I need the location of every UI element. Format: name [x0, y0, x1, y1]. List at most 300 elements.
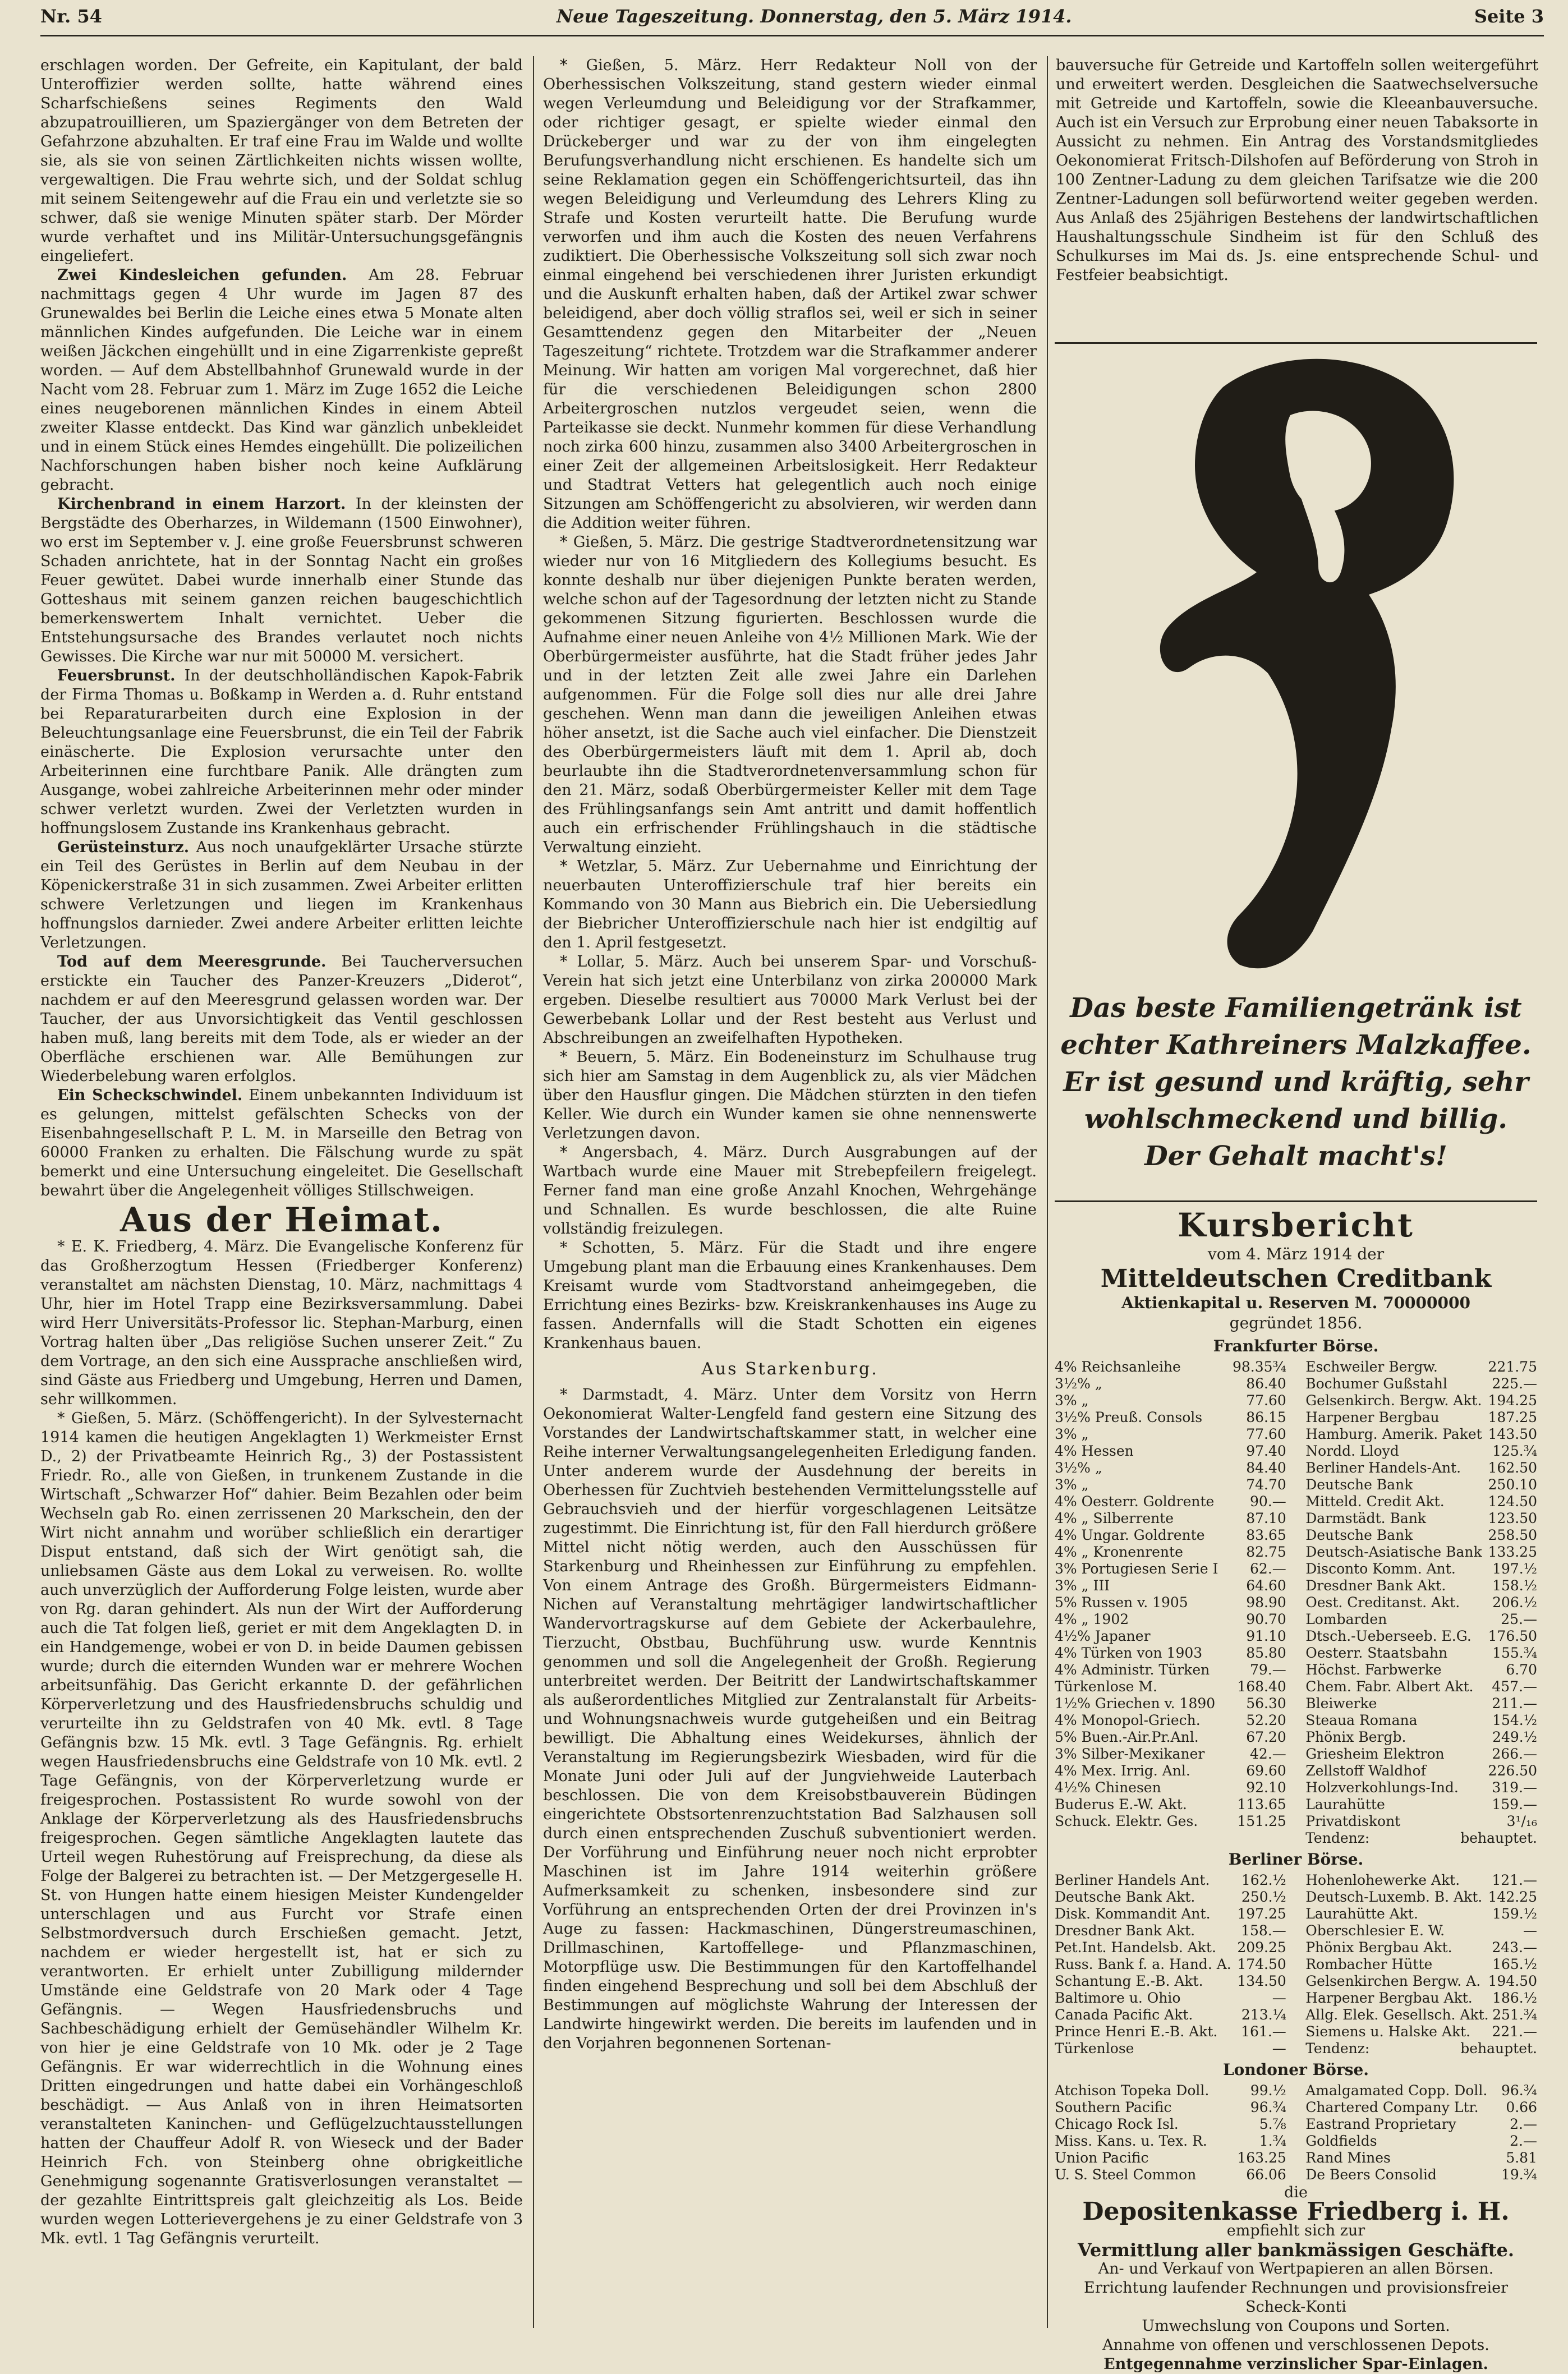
- stock-price: 176.50: [1488, 1628, 1537, 1644]
- stock-row: [1305, 2007, 1537, 2023]
- stock-row: [1305, 1729, 1537, 1746]
- stock-row: [1055, 2133, 1286, 2150]
- stock-name: Dresdner Bank Akt.: [1305, 1577, 1446, 1594]
- stock-price: 74.70: [1246, 1476, 1286, 1493]
- stock-row: [1305, 1922, 1537, 1939]
- stock-price: 186.½: [1492, 1990, 1537, 2006]
- stock-row: [1305, 1426, 1537, 1443]
- stock-price: 62.—: [1250, 1561, 1286, 1577]
- stock-row: [1305, 1493, 1537, 1510]
- berlin-right-list: [1305, 1872, 1537, 2057]
- stock-price: 87.10: [1246, 1510, 1286, 1526]
- stock-name: 4% „ 1902: [1055, 1611, 1129, 1627]
- stock-row: [1305, 1712, 1537, 1729]
- stock-price: 1.¾: [1259, 2133, 1286, 2149]
- stock-row: [1305, 1561, 1537, 1577]
- stock-row: [1055, 1628, 1286, 1645]
- article-paragraph: [40, 953, 523, 1086]
- stock-row: [1055, 1409, 1286, 1426]
- stock-price: 194.50: [1488, 1973, 1537, 1989]
- london-left-list: [1055, 2082, 1286, 2183]
- stock-name: Amalgamated Copp. Doll.: [1305, 2082, 1488, 2099]
- stock-price: 457.—: [1492, 1678, 1537, 1695]
- stock-row: [1055, 1645, 1286, 1662]
- stock-row: [1305, 1409, 1537, 1426]
- article-paragraph: * Darmstadt, 4. März. Unter dem Vorsitz von Herrn Oekonomierat Walter-Lengfeld fand gestern eine Sitzung des Vorstandes der Landwirtschaftskammer statt, in welcher eine Reihe interner Verwaltungsangelegenheiten Erledigung fanden. Unter anderem wurde der Ausdehnung der bereits in Oberhessen für Zuchtvieh bestehenden Vermittelungsstelle auf Gebrauchsvieh und der hierfür vorgeschlagenen Leitsätze zugestimmt. Die Einrichtung ist, für den Fall hierdurch größere Mittel nicht nötig werden, auch den Ausschüssen für Starkenburg und Rheinhessen zur Einführung zu empfehlen. Von einem Antrage des Großh. Bürgermeisters Eidmann-Nichen auf Veranstaltung mehrtägiger landwirtschaftlicher Wandervortragskurse auf dem Gebiete der Ackerbaulehre, Tierzucht, Obstbau, Buchführung usw. wurde Kenntnis genommen und soll die Angelegenheit der Großh. Regierung unterbreitet werden. Der Beitritt der Landwirtschaftskammer als außerordentliches Mitglied zur Zentralanstalt für Arbeits- und Wohnungsnachweis wurde gutgeheißen und ein Beitrag bewilligt. Die Abhaltung eines Weidekurses, ähnlich der Veranstaltung im Regierungsbezirk Wiesbaden, wird für die Monate Juni oder Juli auf der Jungviehweide Lauterbach beschlossen. Die von dem Kreisobstbauverein Büdingen eingerichtete Obstsortenrenzuchtstation Bad Salzhausen soll durch einen entsprechenden Zuschuß subventioniert werden. Der Vorführung und Einführung neuer noch nicht erprobter Maschinen ist im Jahre 1914 weiterhin größere Aufmerksamkeit zu schenken, insbesondere sind zur Vorführung an entsprechenden Orten der drei Provinzen in's Auge zu fassen: Hackmaschinen, Düngerstreumaschinen, Drillmaschinen, Kartoffellege- und Pflanzmaschinen, Motorpflüge usw. Die Bestimmungen für den Kartoffelhandel finden eingehend Besprechung und soll bei dem Abschluß der Bestimmungen auf möglichste Wahrung der Interessen der Landwirte hingewirkt werden. Die bereits im laufenden und in den Vorjahren begonnenen Sortenan-: [543, 1386, 1037, 2052]
- stock-price: 99.½: [1250, 2082, 1286, 2099]
- stock-price: 159.—: [1492, 1796, 1537, 1812]
- stock-row: [1305, 1611, 1537, 1628]
- stock-row: [1305, 1476, 1537, 1493]
- stock-price: 5.81: [1506, 2150, 1537, 2166]
- stock-price: 90.70: [1246, 1611, 1286, 1627]
- stock-row: [1055, 1939, 1286, 1956]
- stock-row: [1305, 1763, 1537, 1779]
- article-paragraph: [40, 1086, 523, 1200]
- stock-price: 221.—: [1492, 2023, 1537, 2040]
- stock-price: 3¹/₁₆: [1506, 1813, 1537, 1829]
- article-heading: Kirchenbrand in einem Harzort.: [57, 495, 346, 513]
- header-rule: [40, 35, 1544, 36]
- stock-row: [1305, 1375, 1537, 1392]
- stock-row: [1055, 1990, 1286, 2007]
- stock-price: 52.20: [1246, 1712, 1286, 1728]
- stock-name: Allg. Elek. Gesellsch. Akt.: [1305, 2007, 1489, 2023]
- stock-name: Goldfields: [1305, 2133, 1377, 2149]
- stock-row: [1055, 2082, 1286, 2099]
- stock-row: [1055, 1956, 1286, 1973]
- stock-price: —: [1523, 1922, 1537, 1939]
- masthead-title: Neue Tageszeitung. Donnerstag, den 5. März 1914.: [557, 6, 1072, 27]
- stock-row: [1305, 2023, 1537, 2040]
- depot-recommend: empfiehlt sich zur: [1226, 2222, 1365, 2239]
- stock-price: 258.50: [1488, 1527, 1537, 1543]
- stock-row: [1055, 1375, 1286, 1392]
- stock-row: [1055, 2150, 1286, 2166]
- stock-row: [1055, 1922, 1286, 1939]
- stock-row: [1305, 2099, 1537, 2116]
- stock-name: Türkenlose: [1055, 2040, 1134, 2056]
- stock-price: 2.—: [1510, 2133, 1537, 2149]
- article-paragraph: erschlagen worden. Der Gefreite, ein Kapitulant, der bald Unteroffizier werden sollte, hatte während eines Scharfschießens seines Regiments den Wald abzupatrouillieren, um Spaziergänger von dem Betreten der Gefahrzone abzuhalten. Er traf eine Frau im Walde und wollte sie, als sie von seinen Zärtlichkeiten nichts wissen wollte, vergewaltigen. Die Frau wehrte sich, und der Soldat schlug mit seinem Seitengewehr auf die Frau ein und verletzte sie so schwer, daß sie wenige Minuten später starb. Der Mörder wurde verhaftet und ins Militär-Untersuchungsgefängnis eingeliefert.: [40, 57, 523, 265]
- stock-report: [1055, 1206, 1537, 2374]
- stock-row: [1055, 1426, 1286, 1443]
- article-paragraph: [40, 666, 523, 838]
- bank-name: Mitteldeutschen Creditbank: [1100, 1264, 1492, 1293]
- stock-price: 162.½: [1241, 1872, 1286, 1888]
- depositenkasse-ad: [1055, 2183, 1537, 2374]
- stock-name: 4½% Chinesen: [1055, 1779, 1161, 1796]
- stock-price: 19.¾: [1501, 2166, 1537, 2183]
- stock-row: [1305, 2082, 1537, 2099]
- stock-name: Berliner Handels-Ant.: [1305, 1460, 1461, 1476]
- stock-row: [1055, 1594, 1286, 1611]
- stock-name: 4% „ Silberrente: [1055, 1510, 1174, 1526]
- stock-row: [1305, 1830, 1537, 1847]
- article-paragraph: [40, 266, 523, 495]
- stock-name: 3% „: [1055, 1426, 1089, 1442]
- stock-price: 266.—: [1492, 1746, 1537, 1762]
- stock-row: [1305, 2150, 1537, 2166]
- stock-name: Pet.Int. Handelsb. Akt.: [1055, 1939, 1216, 1956]
- stock-price: 154.½: [1492, 1712, 1537, 1728]
- stock-price: 98.35¾: [1232, 1359, 1286, 1375]
- stock-name: Phönix Bergb.: [1305, 1729, 1406, 1745]
- stock-price: 159.½: [1492, 1906, 1537, 1922]
- stock-price: behauptet.: [1460, 1830, 1537, 1846]
- stock-name: Eastrand Proprietary: [1305, 2116, 1456, 2132]
- article-paragraph: * Gießen, 5. März. Die gestrige Stadtverordnetensitzung war wieder nur von 16 Mitgliedern des Kollegiums besucht. Es konnte deshalb nur über diejenigen Punkte beraten werden, welche schon auf der Tagesordnung der letzten nicht zu Stande gekommenen Sitzung figurierten. Beschlossen wurde die Aufnahme einer neuen Anleihe von 4½ Millionen Mark. Wie der Oberbürgermeister ausführte, hat die Stadt früher jedes Jahr und in der letzten Zeit alle zwei Jahre ein Darlehen aufgenommen. Für die Folge soll dies nur alle drei Jahre geschehen. Wenn man dann die jeweiligen Anleihen etwas höher ansetzt, ist die Sache auch viel einfacher. Die Dienstzeit des Oberbürgermeisters läuft mit dem 1. April ab, doch beurlaubte ihn die Stadtverordnetenversammlung schon für den 21. März, sodaß Oberbürgermeister Keller mit dem Tage des Frühlingsanfangs sein Amt antritt und damit hoffentlich auch ein erfrischender Frühlingshauch in die städtische Verwaltung einzieht.: [543, 533, 1037, 856]
- stock-row: [1055, 1813, 1286, 1830]
- london-heading: Londoner Börse.: [1222, 2060, 1369, 2079]
- berlin-left-list: [1055, 1872, 1286, 2057]
- bank-founded: gegründet 1856.: [1229, 1314, 1363, 1332]
- column-divider: [1047, 56, 1048, 2328]
- stock-name: 5% Russen v. 1905: [1055, 1594, 1188, 1611]
- stock-row: [1305, 1645, 1537, 1662]
- stock-price: 165.½: [1492, 1956, 1537, 1972]
- column-3: [1056, 56, 1538, 285]
- stock-name: Höchst. Farbwerke: [1305, 1662, 1442, 1678]
- stock-price: 69.60: [1246, 1763, 1286, 1779]
- stock-row: [1055, 1359, 1286, 1375]
- london-right-list: [1305, 2082, 1537, 2183]
- stock-price: 226.50: [1488, 1763, 1537, 1779]
- stock-name: 3% „: [1055, 1476, 1089, 1493]
- stock-price: 194.25: [1488, 1392, 1537, 1409]
- stock-name: Dresdner Bank Akt.: [1055, 1922, 1195, 1939]
- stock-row: [1055, 1906, 1286, 1922]
- stock-price: 250.10: [1488, 1476, 1537, 1493]
- stock-row: [1055, 1577, 1286, 1594]
- stock-row: [1055, 1712, 1286, 1729]
- stock-row: [1305, 1392, 1537, 1409]
- stock-row: [1305, 1662, 1537, 1678]
- stock-row: [1055, 1763, 1286, 1779]
- stock-name: Eschweiler Bergw.: [1305, 1359, 1438, 1375]
- stock-price: 121.—: [1492, 1872, 1537, 1888]
- stock-price: 133.25: [1488, 1544, 1537, 1560]
- stock-name: De Beers Consolid: [1305, 2166, 1437, 2183]
- stock-row: [1055, 1746, 1286, 1763]
- stock-name: 4% Monopol-Griech.: [1055, 1712, 1201, 1728]
- article-text: Bei Taucherversuchen erstickte ein Taucher des Panzer-Kreuzers „Diderot“, nachdem er auf den Meeresgrund gelassen worden war. Der Taucher, der aus Unvorsichtigkeit das Ventil geschlossen haben muß, lang bereits mit dem Tode, als er wieder an der Oberfläche erschienen war. Alle Bemühungen zur Wiederbelebung waren erfolglos.: [40, 953, 523, 1085]
- stock-price: 249.½: [1492, 1729, 1537, 1745]
- article-paragraph: [40, 495, 523, 666]
- stock-row: [1055, 1662, 1286, 1678]
- stock-price: 151.25: [1237, 1813, 1286, 1829]
- stock-name: Nordd. Lloyd: [1305, 1443, 1399, 1459]
- stock-price: behauptet.: [1460, 2040, 1537, 2056]
- stock-row: [1055, 1889, 1286, 1906]
- stock-row: [1055, 1392, 1286, 1409]
- stock-name: Schuck. Elektr. Ges.: [1055, 1813, 1198, 1829]
- stock-price: 158.½: [1492, 1577, 1537, 1594]
- stock-name: Tendenz:: [1305, 2040, 1370, 2056]
- article-paragraph: * Wetzlar, 5. März. Zur Uebernahme und Einrichtung der neuerbauten Unteroffizierschule traf hier bereits ein Kommando von 30 Mann aus Biebrich ein. Die Uebersiedlung der Biebricher Unteroffizierschule nach hier ist endgiltig auf den 1. April festgesetzt.: [543, 858, 1037, 951]
- stock-price: 77.60: [1246, 1426, 1286, 1442]
- stock-price: 77.60: [1246, 1392, 1286, 1409]
- stock-name: Holzverkohlungs-Ind.: [1305, 1779, 1459, 1796]
- stock-name: Bleiwerke: [1305, 1695, 1377, 1712]
- article-paragraph: * Lollar, 5. März. Auch bei unserem Spar- und Vorschuß-Verein hat sich jetzt eine Unterbilanz von zirka 200000 Mark ergeben. Dieselbe resultiert aus 70000 Mark Verlust bei der Gewerbebank Lollar und der Rest besteht aus Verlust und Abschreibungen an zweifelhaften Hypotheken.: [543, 953, 1037, 1047]
- stock-row: [1305, 1779, 1537, 1796]
- stock-row: [1305, 1813, 1537, 1830]
- nun-figure-illustration: [1055, 337, 1537, 987]
- article-heading: Feuersbrunst.: [57, 667, 176, 684]
- stock-row: [1055, 1729, 1286, 1746]
- subsection-heading-starkenburg: Aus Starkenburg.: [701, 1359, 879, 1379]
- stock-name: Hamburg. Amerik. Paket: [1305, 1426, 1482, 1442]
- depot-pre: die: [1284, 2184, 1308, 2201]
- frankfurt-left-list: [1055, 1359, 1286, 1847]
- article-paragraph: * Beuern, 5. März. Ein Bodeneinsturz im Schulhause trug sich hier am Samstag in dem Augenblick zu, als vier Mädchen über den Hausflur gingen. Die Mädchen stürzten in den tiefen Keller. Wie durch ein Wunder kamen sie ohne nennenswerte Verletzungen davon.: [543, 1048, 1037, 1142]
- stock-row: [1305, 1594, 1537, 1611]
- stock-name: Darmstädt. Bank: [1305, 1510, 1427, 1526]
- stock-price: —: [1272, 1990, 1286, 2006]
- stock-price: 143.50: [1488, 1426, 1537, 1442]
- column-divider: [533, 56, 534, 2328]
- article-paragraph: bauversuche für Getreide und Kartoffeln sollen weitergeführt und erweitert werden. Desgleichen die Saatwechselversuche mit Getreide und Kartoffeln, sowie die Kleeanbauversuche. Auch ist ein Versuch zur Erprobung einer neuen Tabaksorte in Aussicht zu nehmen. Ein Antrag des Vorstandsmitgliedes Oekonomierat Fritsch-Dilshofen auf Beförderung von Stroh in 100 Zentner-Ladung zu dem gleichen Tarifsatze wie die 200 Zentner-Ladungen soll befürwortend weiter gegeben werden. Aus Anlaß des 25jährigen Bestehens der landwirtschaftlichen Haushaltungsschule Sindheim ist für den Schluß des Schulkurses im Mai ds. Js. eine entsprechende Schul- und Festfeier beabsichtigt.: [1056, 57, 1538, 284]
- article-text: In der deutschholländischen Kapok-Fabrik der Firma Thomas u. Boßkamp in Werden a. d. Ruhr entstand bei Reparaturarbeiten durch eine Explosion in der Beleuchtungsanlage eine Feuersbrunst, die ein Teil der Fabrik einäscherte. Die Explosion verursachte unter den Arbeiterinnen eine furchtbare Panik. Alle drängten zum Ausgange, wobei zahlreiche Arbeiterinnen mehr oder minder schwer verletzt wurden. Zwei der Verletzten wurden in hoffnungslosem Zustande ins Krankenhaus gebracht.: [40, 667, 523, 837]
- stock-row: [1305, 1510, 1537, 1527]
- stock-price: 124.50: [1488, 1493, 1537, 1510]
- article-paragraph: * E. K. Friedberg, 4. März. Die Evangelische Konferenz für das Großherzogtum Hessen (Friedberger Konferenz) veranstaltet am nächsten Dienstag, 10. März, nachmittags 4 Uhr, hier im Hotel Trapp eine Bezirksversammlung. Dabei wird Herr Universitäts-Professor lic. Stephan-Marburg, einen Vortrag halten über „Das religiöse Suchen unserer Zeit.“ Zu dem Vortrage, an den sich eine Aussprache anschließen wird, sind Gäste aus Friedberg und Umgebung, Herren und Damen, sehr willkommen.: [40, 1238, 523, 1408]
- stock-row: [1055, 2040, 1286, 2057]
- article-paragraph: * Gießen, 5. März. Herr Redakteur Noll von der Oberhessischen Volkszeitung, stand gestern wieder einmal wegen Verleumdung und Beleidigung vor der Strafkammer, oder richtiger gesagt, er spielte wieder einmal den Drückeberger und war zu der von ihm eingelegten Berufungsverhandlung nicht erschienen. Es handelte sich um seine Reklamation gegen ein Schöffengerichtsurteil, das ihn wegen Beleidigung und Verleumdung des Lehrers Kling zu Strafe und Kosten verurteilt hatte. Die Berufung wurde verworfen und ihm auch die Kosten des neuen Verfahrens zudiktiert. Die Oberhessische Volkszeitung soll sich zwar noch einmal eingehend bei verschiedenen ihrer Juristen erkundigt und die Auskunft erhalten haben, daß der Artikel zwar schwer beleidigend, aber doch völlig straflos sei, weil er sich in seiner Gesamttendenz gegen den Mitarbeiter der „Neuen Tageszeitung“ richtete. Trotzdem war die Strafkammer anderer Meinung. Wir hatten am vorigen Mal vorgerechnet, daß hier für die verschiedenen Beleidigungen schon 2800 Arbeitergroschen nutzlos vergeudet seien, wenn die Parteikasse sie deckt. Nunmehr kommen für diese Verhandlung noch zirka 600 hinzu, zusammen also 3400 Arbeitergroschen in einer Zeit der allgemeinen Arbeitslosigkeit. Herr Redakteur und Stadtrat Vetters hat gelegentlich auch noch einige Sitzungen am Schöffengericht zu absolvieren, wir werden dann die Addition weiter führen.: [543, 57, 1037, 532]
- stock-row: [1305, 1973, 1537, 1990]
- depot-line: Errichtung laufender Rechnungen und provisionsfreier Scheck-Konti: [1084, 2279, 1508, 2316]
- depot-line: Entgegennahme verzinslicher Spar-Einlagen.: [1103, 2355, 1488, 2373]
- stock-report-date: vom 4. März 1914 der: [1207, 1245, 1385, 1263]
- stock-name: Deutsche Bank: [1305, 1476, 1413, 1493]
- stock-row: [1055, 1544, 1286, 1561]
- stock-price: 163.25: [1237, 2150, 1286, 2166]
- stock-row: [1305, 1956, 1537, 1973]
- issue-number: Nr. 54: [40, 6, 102, 27]
- stock-name: Hohenlohewerke Akt.: [1305, 1872, 1460, 1888]
- stock-name: Türkenlose M.: [1055, 1678, 1157, 1695]
- stock-row: [1305, 1527, 1537, 1544]
- stock-name: 3½% Preuß. Consols: [1055, 1409, 1203, 1425]
- stock-row: [1305, 1990, 1537, 2007]
- stock-row: [1055, 1779, 1286, 1796]
- berlin-heading: Berliner Börse.: [1228, 1850, 1364, 1869]
- stock-name: Rombacher Hütte: [1305, 1956, 1433, 1972]
- stock-price: 174.50: [1237, 1956, 1286, 1972]
- stock-name: 4% Ungar. Goldrente: [1055, 1527, 1205, 1543]
- stock-price: 96.¾: [1250, 2099, 1286, 2115]
- article-paragraph: * Gießen, 5. März. (Schöffengericht). In der Sylvesternacht 1914 kamen die heutigen Angeklagten 1) Werkmeister Ernst D., 2) der Privatbeamte Heinrich Rg., 3) der Postassistent Friedr. Ro., alle von Gießen, in trunkenem Zustande in die Wirtschaft „Schwarzer Hof“ dahier. Beim Bezahlen oder beim Wechseln gab Ro. einen zerrissenen 20 Markschein, den der Wirt nicht annahm und worüber schließlich ein derartiger Disput entstand, daß sich der Wirt genötigt sah, die unliebsamen Gäste aus dem Lokal zu verweisen. Ro. wollte auch unverzüglich der Aufforderung Folge leisten, wurde aber von Rg. daran gehindert. Als nun der Wirt der Aufforderung auch die Tat folgen ließ, geriet er mit dem Angeklagten D. in ein Handgemenge, wobei er von D. in beide Daumen gebissen wurde; durch die eiternden Wunden war er mehrere Wochen arbeitsunfähig. Das Gericht erkannte D. der gefährlichen Körperverletzung und des Hausfriedensbruchs schuldig und verurteilte ihn zu Geldstrafen von 40 Mk. evtl. 8 Tage Gefängnis bzw. 15 Mk. evtl. 3 Tage Gefängnis. Rg. erhielt wegen Hausfriedensbruchs eine Geldstrafe von 10 Mk. evtl. 2 Tage Gefängnis, von der Körperverletzung wurde er freigesprochen. Postassistent Ro wurde sowohl von der Anklage der Körperverletzung als des Hausfriedensbruchs freigesprochen. Gegen sämtliche Angeklagten lautete das Urteil wegen Ruhestörung auf Freisprechung, da diese als Folge der Balgerei zu betrachten ist. — Der Metzgergeselle H. St. von Hungen hatte einem hiesigen Meister Kundengelder unterschlagen und aus Furcht vor Strafe einen Selbstmordversuch durch Erschießen gemacht. Jetzt, nachdem er wieder hergestellt ist, hat er sich zu verantworten. Er erhielt unter Zubilligung mildernder Umstände eine Geldstrafe von 20 Mark oder 4 Tage Gefängnis. — Wegen Hausfriedensbruchs und Sachbeschädigung erhielt der Gemüsehändler Wilhelm Kr. von hier je eine Geldstrafe von 10 Mk. oder je 2 Tage Gefängnis. Er war widerrechtlich in die Wohnung eines Dritten eingedrungen und hatte dabei ein Vorhängeschloß beschädigt. — Aus Anlaß von in ihren Heimatsorten veranstalteten Kaninchen- und Geflügelzuchtausstellungen hatten der Chauffeur Adolf R. von Wieseck und der Bader Heinrich Fch. von Steinberg ohne obrigkeitliche Genehmigung sogenannte Gratisverlosungen veranstaltet — der gezahlte Eintrittspreis galt gleichzeitig als Los. Beide wurden wegen Lotterievergehens je zu einer Geldstrafe von 3 Mk. evtl. 1 Tag Gefängnis verurteilt.: [40, 1410, 523, 2247]
- stock-row: [1055, 1561, 1286, 1577]
- stock-row: [1055, 2099, 1286, 2116]
- column-2: [543, 56, 1037, 2053]
- stock-price: 91.10: [1246, 1628, 1286, 1644]
- stock-report-title: Kursbericht: [1178, 1206, 1414, 1244]
- stock-row: [1305, 2040, 1537, 2057]
- stock-row: [1055, 1872, 1286, 1889]
- stock-name: 4% Administr. Türken: [1055, 1662, 1210, 1678]
- stock-name: Miss. Kans. u. Tex. R.: [1055, 2133, 1207, 2149]
- article-heading: Tod auf dem Meeresgrunde.: [57, 953, 327, 970]
- stock-row: [1305, 1939, 1537, 1956]
- stock-price: 64.60: [1246, 1577, 1286, 1594]
- stock-name: Berliner Handels Ant.: [1055, 1872, 1210, 1888]
- article-paragraph: * Schotten, 5. März. Für die Stadt und ihre engere Umgebung plant man die Erbauung eines Krankenhauses. Dem Kreisamt wurde vom Stadtvorstand anheimgegeben, die Errichtung eines Bezirks- bzw. Kreiskrankenhauses ins Auge zu fassen. Andernfalls will die Stadt Schotten ein eigenes Krankenhaus bauen.: [543, 1239, 1037, 1352]
- stock-name: Canada Pacific Akt.: [1055, 2007, 1193, 2023]
- article-text: Aus noch unaufgeklärter Ursache stürzte ein Teil des Gerüstes in Berlin auf dem Neubau in der Köpenickerstraße 31 in sich zusammen. Zwei Arbeiter erlitten schwere Verletzungen und liegen im Krankenhaus hoffnungslos darnieder. Zwei andere Arbeiter erlitten leichte Verletzungen.: [40, 839, 523, 951]
- stock-price: 5.⅞: [1259, 2116, 1286, 2132]
- stock-price: 161.—: [1241, 2023, 1286, 2040]
- stock-row: [1305, 1906, 1537, 1922]
- stock-name: Dtsch.-Ueberseeb. E.G.: [1305, 1628, 1472, 1644]
- stock-price: 197.½: [1492, 1561, 1537, 1577]
- stock-row: [1055, 1443, 1286, 1460]
- frankfurt-right-list: [1305, 1359, 1537, 1847]
- stock-row: [1055, 2166, 1286, 2183]
- section-heading-heimat: Aus der Heimat.: [119, 1200, 444, 1240]
- article-heading: Ein Scheckschwindel.: [57, 1087, 243, 1104]
- stock-price: 6.70: [1506, 1662, 1537, 1678]
- stock-price: 134.50: [1237, 1973, 1286, 1989]
- stock-name: Disk. Kommandit Ant.: [1055, 1906, 1211, 1922]
- frankfurt-table: [1055, 1359, 1537, 1847]
- stock-row: [1305, 1460, 1537, 1476]
- stock-name: 4% „ Kronenrente: [1055, 1544, 1183, 1560]
- stock-price: 66.06: [1246, 2166, 1286, 2183]
- stock-price: 125.¾: [1492, 1443, 1537, 1459]
- stock-row: [1305, 2133, 1537, 2150]
- article-text: Einem unbekannten Individuum ist es gelungen, mittelst gefälschten Schecks von der Eisenbahngesellschaft P. L. M. in Marseille den Betrag von 60000 Franken zu erhalten. Die Fälschung wurde zu spät bemerkt und eine Untersuchung eingeleitet. Die Gesellschaft bewahrt über die Angelegenheit völliges Stillschweigen.: [40, 1087, 523, 1199]
- stock-row: [1055, 1973, 1286, 1990]
- stock-price: 25.—: [1501, 1611, 1537, 1627]
- article-heading: Gerüsteinsturz.: [57, 839, 190, 856]
- stock-name: 1½% Griechen v. 1890: [1055, 1695, 1216, 1712]
- stock-name: Zellstoff Waldhof: [1305, 1763, 1426, 1779]
- stock-name: Griesheim Elektron: [1305, 1746, 1445, 1762]
- stock-price: 56.30: [1246, 1695, 1286, 1712]
- stock-row: [1305, 1796, 1537, 1813]
- stock-name: Buderus E.-W. Akt.: [1055, 1796, 1187, 1812]
- page-header: [40, 0, 1544, 33]
- stock-price: 158.—: [1241, 1922, 1286, 1939]
- stock-row: [1305, 1872, 1537, 1889]
- stock-name: Southern Pacific: [1055, 2099, 1172, 2115]
- stock-price: 92.10: [1246, 1779, 1286, 1796]
- stock-name: Mitteld. Credit Akt.: [1305, 1493, 1445, 1510]
- stock-price: 211.—: [1492, 1695, 1537, 1712]
- stock-name: 3% Portugiesen Serie I: [1055, 1561, 1218, 1577]
- stock-name: 3½% „: [1055, 1460, 1102, 1476]
- stock-price: 213.¼: [1241, 2007, 1286, 2023]
- stock-name: Harpener Bergbau Akt.: [1305, 1990, 1473, 2006]
- stock-price: 90.—: [1250, 1493, 1286, 1510]
- stock-price: 225.—: [1492, 1375, 1537, 1392]
- stock-name: Prince Henri E.-B. Akt.: [1055, 2023, 1218, 2040]
- stock-price: 142.25: [1488, 1889, 1537, 1905]
- frankfurt-heading: Frankfurter Börse.: [1213, 1337, 1379, 1355]
- stock-price: 250.½: [1241, 1889, 1286, 1905]
- depot-service: Vermittlung aller bankmässigen Geschäfte.: [1078, 2239, 1514, 2261]
- stock-row: [1305, 1577, 1537, 1594]
- stock-name: 3% Silber-Mexikaner: [1055, 1746, 1205, 1762]
- stock-name: Siemens u. Halske Akt.: [1305, 2023, 1471, 2040]
- stock-price: 83.65: [1246, 1527, 1286, 1543]
- stock-name: 4% Reichsanleihe: [1055, 1359, 1181, 1375]
- stock-row: [1055, 1611, 1286, 1628]
- article-text: Am 28. Februar nachmittags gegen 4 Uhr wurde im Jagen 87 des Grunewaldes bei Berlin die Leiche eines etwa 5 Monate alten männlichen Kindes aufgefunden. Die Leiche war in einem weißen Jäckchen eingehüllt und in eine Zigarrenkiste gepreßt worden. — Auf dem Abstellbahnhof Grunewald wurde in der Nacht vom 28. Februar zum 1. März im Zuge 1652 die Leiche eines neugeborenen männlichen Kindes in einem Abteil zweiter Klasse entdeckt. Das Kind war gänzlich unbekleidet und in einem Stück eines Hemdes eingehüllt. Die polizeilichen Nachforschungen haben bisher noch keine Aufklärung gebracht.: [40, 266, 523, 494]
- stock-name: 3% „: [1055, 1392, 1089, 1409]
- stock-name: Disconto Komm. Ant.: [1305, 1561, 1456, 1577]
- stock-name: U. S. Steel Common: [1055, 2166, 1197, 2183]
- stock-price: 251.¾: [1492, 2007, 1537, 2023]
- stock-name: Chem. Fabr. Albert Akt.: [1305, 1678, 1474, 1695]
- stock-name: Deutsche Bank Akt.: [1055, 1889, 1195, 1905]
- stock-row: [1305, 2166, 1537, 2183]
- stock-row: [1055, 1695, 1286, 1712]
- stock-row: [1055, 2007, 1286, 2023]
- stock-name: Gelsenkirchen Bergw. A.: [1305, 1973, 1481, 1989]
- stock-price: 84.40: [1246, 1460, 1286, 1476]
- stock-row: [1305, 1628, 1537, 1645]
- stock-price: —: [1272, 2040, 1286, 2056]
- stock-name: 4% Mex. Irrig. Anl.: [1055, 1763, 1190, 1779]
- stock-name: Bochumer Gußstahl: [1305, 1375, 1447, 1392]
- article-heading: Zwei Kindesleichen gefunden.: [57, 266, 347, 284]
- stock-name: Steaua Romana: [1305, 1712, 1418, 1728]
- stock-name: Russ. Bank f. a. Hand. A.: [1055, 1956, 1231, 1972]
- depot-line: Annahme von offenen und verschlossenen Depots.: [1102, 2336, 1489, 2354]
- stock-name: 4% Hessen: [1055, 1443, 1134, 1459]
- depot-title: Depositenkasse Friedberg i. H.: [1082, 2197, 1510, 2226]
- stock-row: [1055, 1476, 1286, 1493]
- stock-row: [1055, 1796, 1286, 1813]
- stock-price: 67.20: [1246, 1729, 1286, 1745]
- page-number: Seite 3: [1474, 6, 1544, 27]
- stock-price: 2.—: [1510, 2116, 1537, 2132]
- ad-slogan: Das beste Familiengetränk ist echter Kathreiners Malzkaffee. Er ist gesund und kräftig, sehr wohlschmeckend und billig. Der Gehalt macht's!: [1060, 992, 1532, 1172]
- stock-row: [1305, 1889, 1537, 1906]
- column-1: [40, 56, 523, 2248]
- stock-price: 0.66: [1506, 2099, 1537, 2115]
- stock-name: Chicago Rock Isl.: [1055, 2116, 1179, 2132]
- stock-price: 79.—: [1250, 1662, 1286, 1678]
- stock-name: Oberschlesier E. W.: [1305, 1922, 1445, 1939]
- depot-line: An- und Verkauf von Wertpapieren an allen Börsen.: [1098, 2260, 1494, 2278]
- stock-price: 113.65: [1237, 1796, 1286, 1812]
- stock-price: 206.½: [1492, 1594, 1537, 1611]
- stock-name: Schantung E.-B. Akt.: [1055, 1973, 1203, 1989]
- stock-name: Deutsch-Asiatische Bank: [1305, 1544, 1482, 1560]
- stock-price: 155.¾: [1492, 1645, 1537, 1661]
- article-paragraph: [40, 838, 523, 953]
- stock-row: [1055, 1510, 1286, 1527]
- stock-name: Union Pacific: [1055, 2150, 1149, 2166]
- stock-price: 221.75: [1488, 1359, 1537, 1375]
- stock-row: [1305, 1678, 1537, 1695]
- stock-price: 209.25: [1237, 1939, 1286, 1956]
- stock-name: 3% „ III: [1055, 1577, 1110, 1594]
- stock-name: Laurahütte Akt.: [1305, 1906, 1418, 1922]
- stock-price: 243.—: [1492, 1939, 1537, 1956]
- berlin-table: [1055, 1872, 1537, 2057]
- stock-row: [1055, 1460, 1286, 1476]
- stock-name: Deutsch-Luxemb. B. Akt.: [1305, 1889, 1483, 1905]
- stock-price: 82.75: [1246, 1544, 1286, 1560]
- stock-name: Lombarden: [1305, 1611, 1387, 1627]
- stock-price: 85.80: [1246, 1645, 1286, 1661]
- stock-row: [1055, 1527, 1286, 1544]
